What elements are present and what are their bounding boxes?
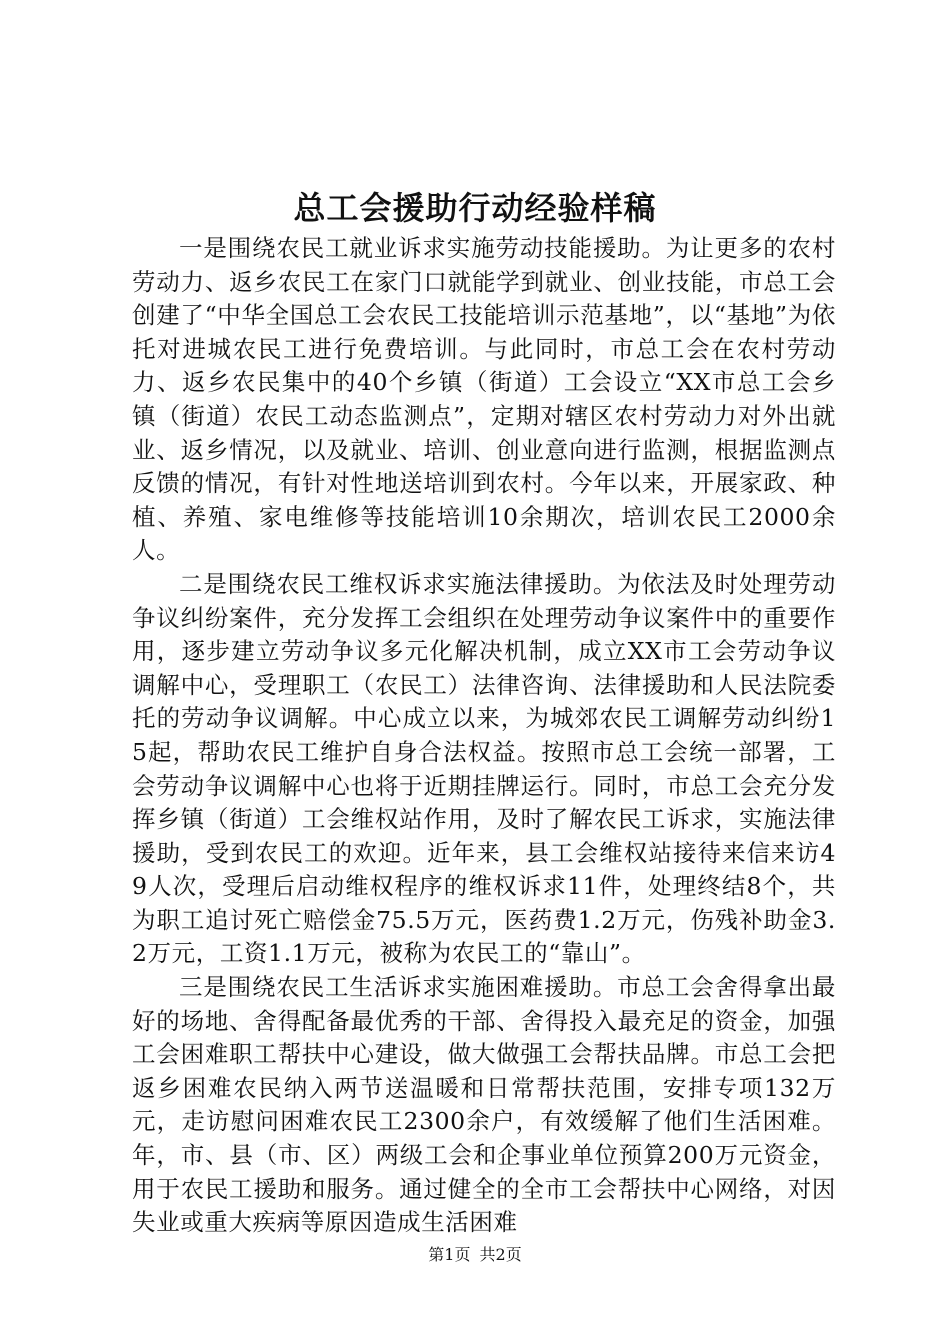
document-body bbox=[132, 232, 836, 1240]
page-footer bbox=[0, 1244, 950, 1266]
page-number: 第1页 bbox=[428, 1245, 471, 1264]
paragraph-hardship-aid: 三是围绕农民工生活诉求实施困难援助。市总工会舍得拿出最好的场地、舍得配备最优秀的干部、舍得投入最充足的资金，加强工会困难职工帮扶中心建设，做大做强工会帮扶品牌。市总工会把返乡困难农民纳入两节送温暖和日常帮扶范围，安排专项132万元，走访慰问困难农民工2300余户，有效缓解了他们生活困难。年，市、县（市、区）两级工会和企事业单位预算200万元资金，用于农民工援助和服务。通过健全的全市工会帮扶中心网络，对因失业或重大疾病等原因造成生活困难 bbox=[132, 973, 836, 1237]
paragraph-labor-skills-aid: 一是围绕农民工就业诉求实施劳动技能援助。为让更多的农村劳动力、返乡农民工在家门口就能学到就业、创业技能，市总工会创建了“中华全国总工会农民工技能培训示范基地”，以“基地”为依托对进城农民工进行免费培训。与此同时，市总工会在农村劳动力、返乡农民集中的40个乡镇（街道）工会设立“XX市总工会乡镇（街道）农民工动态监测点”，定期对辖区农村劳动力对外出就业、返乡情况，以及就业、培训、创业意向进行监测，根据监测点反馈的情况，有针对性地送培训到农村。今年以来，开展家政、种植、养殖、家电维修等技能培训10余期次，培训农民工2000余人。 bbox=[132, 234, 836, 565]
paragraph-legal-aid: 二是围绕农民工维权诉求实施法律援助。为依法及时处理劳动争议纠纷案件，充分发挥工会组织在处理劳动争议案件中的重要作用，逐步建立劳动争议多元化解决机制，成立XX市工会劳动争议调解中心，受理职工（农民工）法律咨询、法律援助和人民法院委托的劳动争议调解。中心成立以来，为城郊农民工调解劳动纠纷15起，帮助农民工维护自身合法权益。按照市总工会统一部署，工会劳动争议调解中心也将于近期挂牌运行。同时，市总工会充分发挥乡镇（街道）工会维权站作用，及时了解农民工诉求，实施法律援助，受到农民工的欢迎。近年来，县工会维权站接待来信来访49人次，受理后启动维权程序的维权诉求11件，处理终结8个，共为职工追讨死亡赔偿金75.5万元，医药费1.2万元，伤残补助金3.2万元，工资1.1万元，被称为农民工的“靠山”。 bbox=[132, 569, 836, 968]
document-title: 总工会援助行动经验样稿 bbox=[293, 189, 657, 227]
page-total: 共2页 bbox=[479, 1245, 522, 1264]
